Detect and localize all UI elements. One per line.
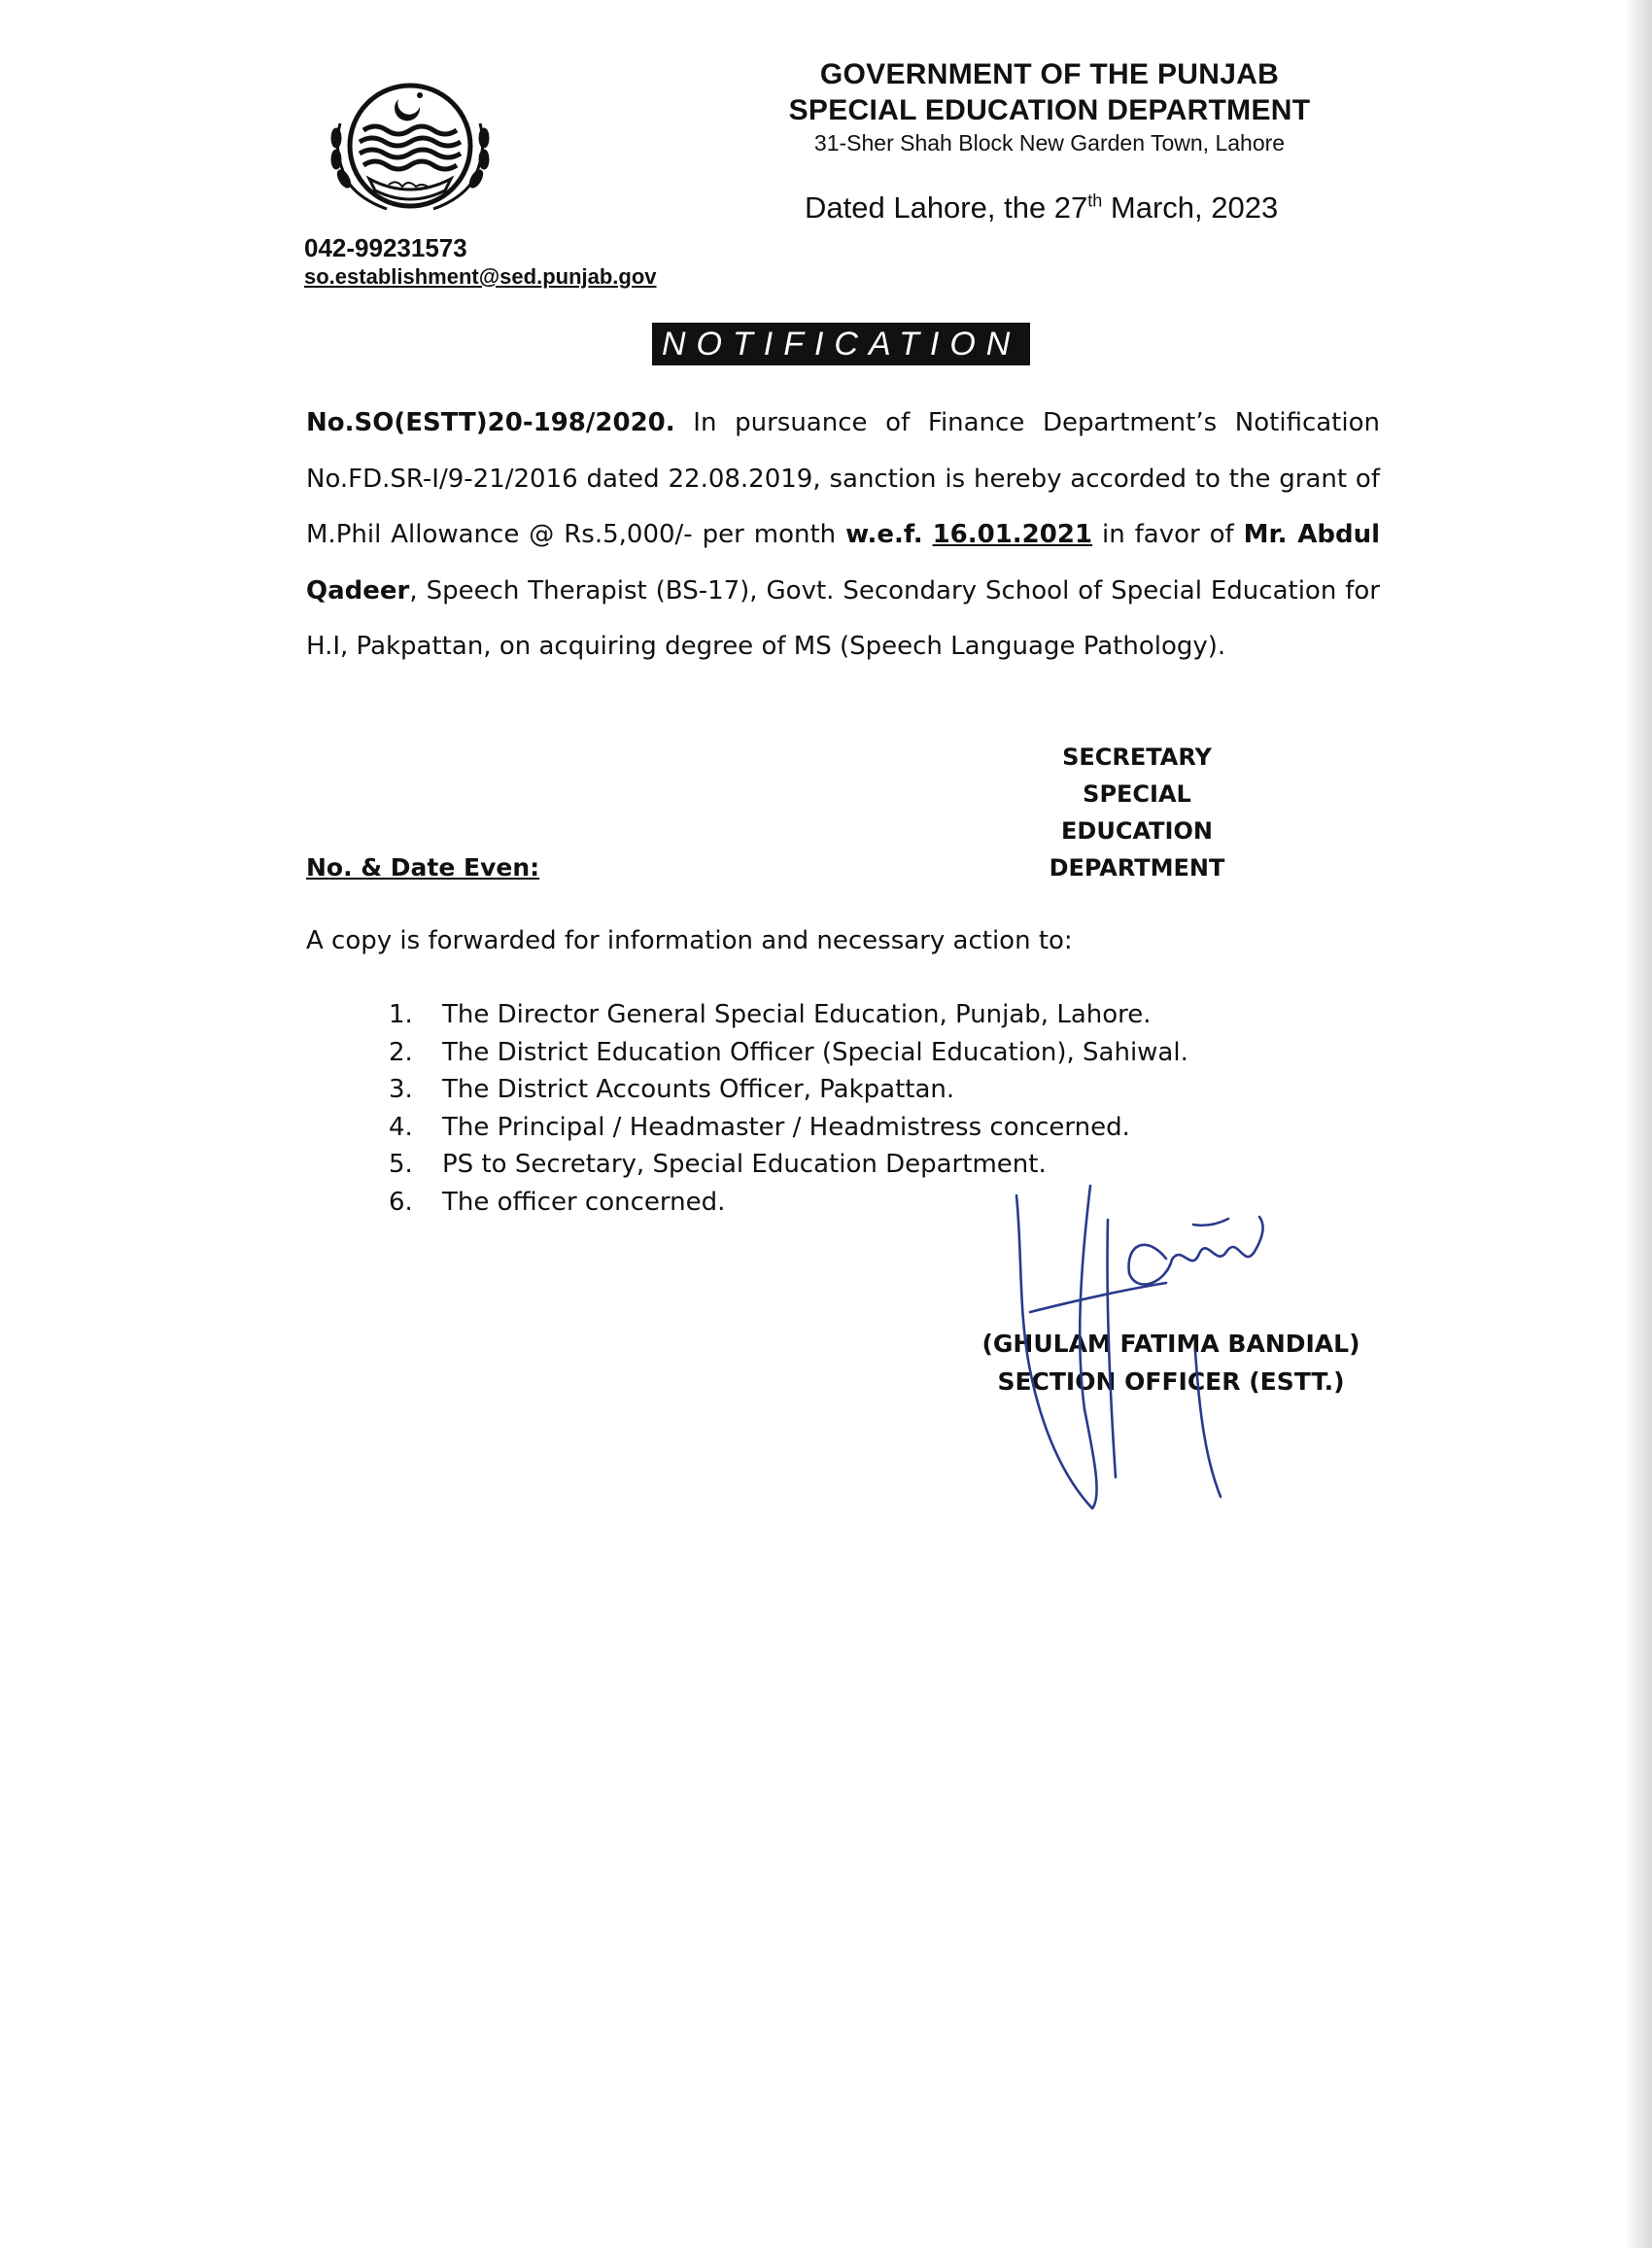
secretary-line-2: SPECIAL EDUCATION [1061, 780, 1213, 845]
copy-heading: No. & Date Even: [306, 853, 540, 882]
issue-date [805, 190, 1278, 225]
list-text: The District Education Officer (Special Education), Sahiwal. [442, 1037, 1188, 1067]
body-text-3: , Speech Therapist (BS-17), Govt. Secondary School of Special Education for H.I, Pakpattan, on acquiring degree of MS (Speech Language Pathology). [306, 575, 1380, 661]
copy-intro: A copy is forwarded for information and necessary action to: [306, 926, 1073, 955]
effective-date: 16.01.2021 [932, 520, 1093, 549]
list-number: 3. [389, 1075, 413, 1104]
secretary-line-3: DEPARTMENT [1049, 854, 1225, 882]
header-government: GOVERNMENT OF THE PUNJAB [819, 58, 1280, 90]
list-item [389, 996, 1188, 1034]
list-text: The officer concerned. [442, 1187, 726, 1217]
list-number: 2. [389, 1037, 413, 1067]
person-name: Mr. Abdul Qadeer [306, 520, 1381, 605]
body-text-2: in favor of [1092, 520, 1244, 549]
list-item [389, 1109, 1188, 1147]
list-number: 6. [389, 1187, 413, 1217]
list-text: The District Accounts Officer, Pakpattan. [442, 1075, 955, 1104]
list-item [389, 1034, 1188, 1072]
reference-number: No.SO(ESTT)20-198/2020. [306, 408, 675, 437]
dated-superscript: th [1087, 190, 1103, 211]
list-text: PS to Secretary, Special Education Department. [442, 1150, 1047, 1179]
list-text: The Principal / Headmaster / Headmistress concerned. [442, 1112, 1130, 1142]
list-number: 1. [389, 1000, 413, 1029]
dated-prefix: Dated Lahore, the 27 [805, 190, 1088, 225]
body-text-1: In pursuance of Finance Department’s Notification No.FD.SR-I/9-21/2016 dated 22.08.2019, sanction is hereby accorded to the grant of M.Phil Allowance @ Rs.5,000/- per month [306, 408, 1380, 549]
secretary-line-1: SECRETARY [1062, 744, 1212, 771]
phone-number: 042-99231573 [304, 233, 467, 262]
secretary-block [1011, 739, 1263, 886]
notification-banner: NOTIFICATION [652, 323, 1030, 365]
wef-label: w.e.f. [845, 520, 923, 549]
signatory-name: (GHULAM FATIMA BANDIAL) [981, 1330, 1360, 1358]
dated-suffix: March, 2023 [1102, 190, 1279, 225]
header-address: 31-Sher Shah Block New Garden Town, Lahore [813, 130, 1286, 156]
signatory-title: SECTION OFFICER (ESTT.) [997, 1367, 1345, 1396]
notification-body [306, 396, 1380, 675]
list-item [389, 1071, 1188, 1109]
list-text: The Director General Special Education, Punjab, Lahore. [442, 1000, 1152, 1029]
page-edge-shadow [1625, 0, 1652, 2248]
list-number: 5. [389, 1150, 413, 1179]
punjab-emblem-logo [313, 70, 507, 221]
email-address: so.establishment@sed.punjab.gov [304, 264, 657, 289]
list-number: 4. [389, 1112, 413, 1142]
handwritten-signature [1001, 1166, 1312, 1526]
header-department: SPECIAL EDUCATION DEPARTMENT [788, 94, 1311, 126]
